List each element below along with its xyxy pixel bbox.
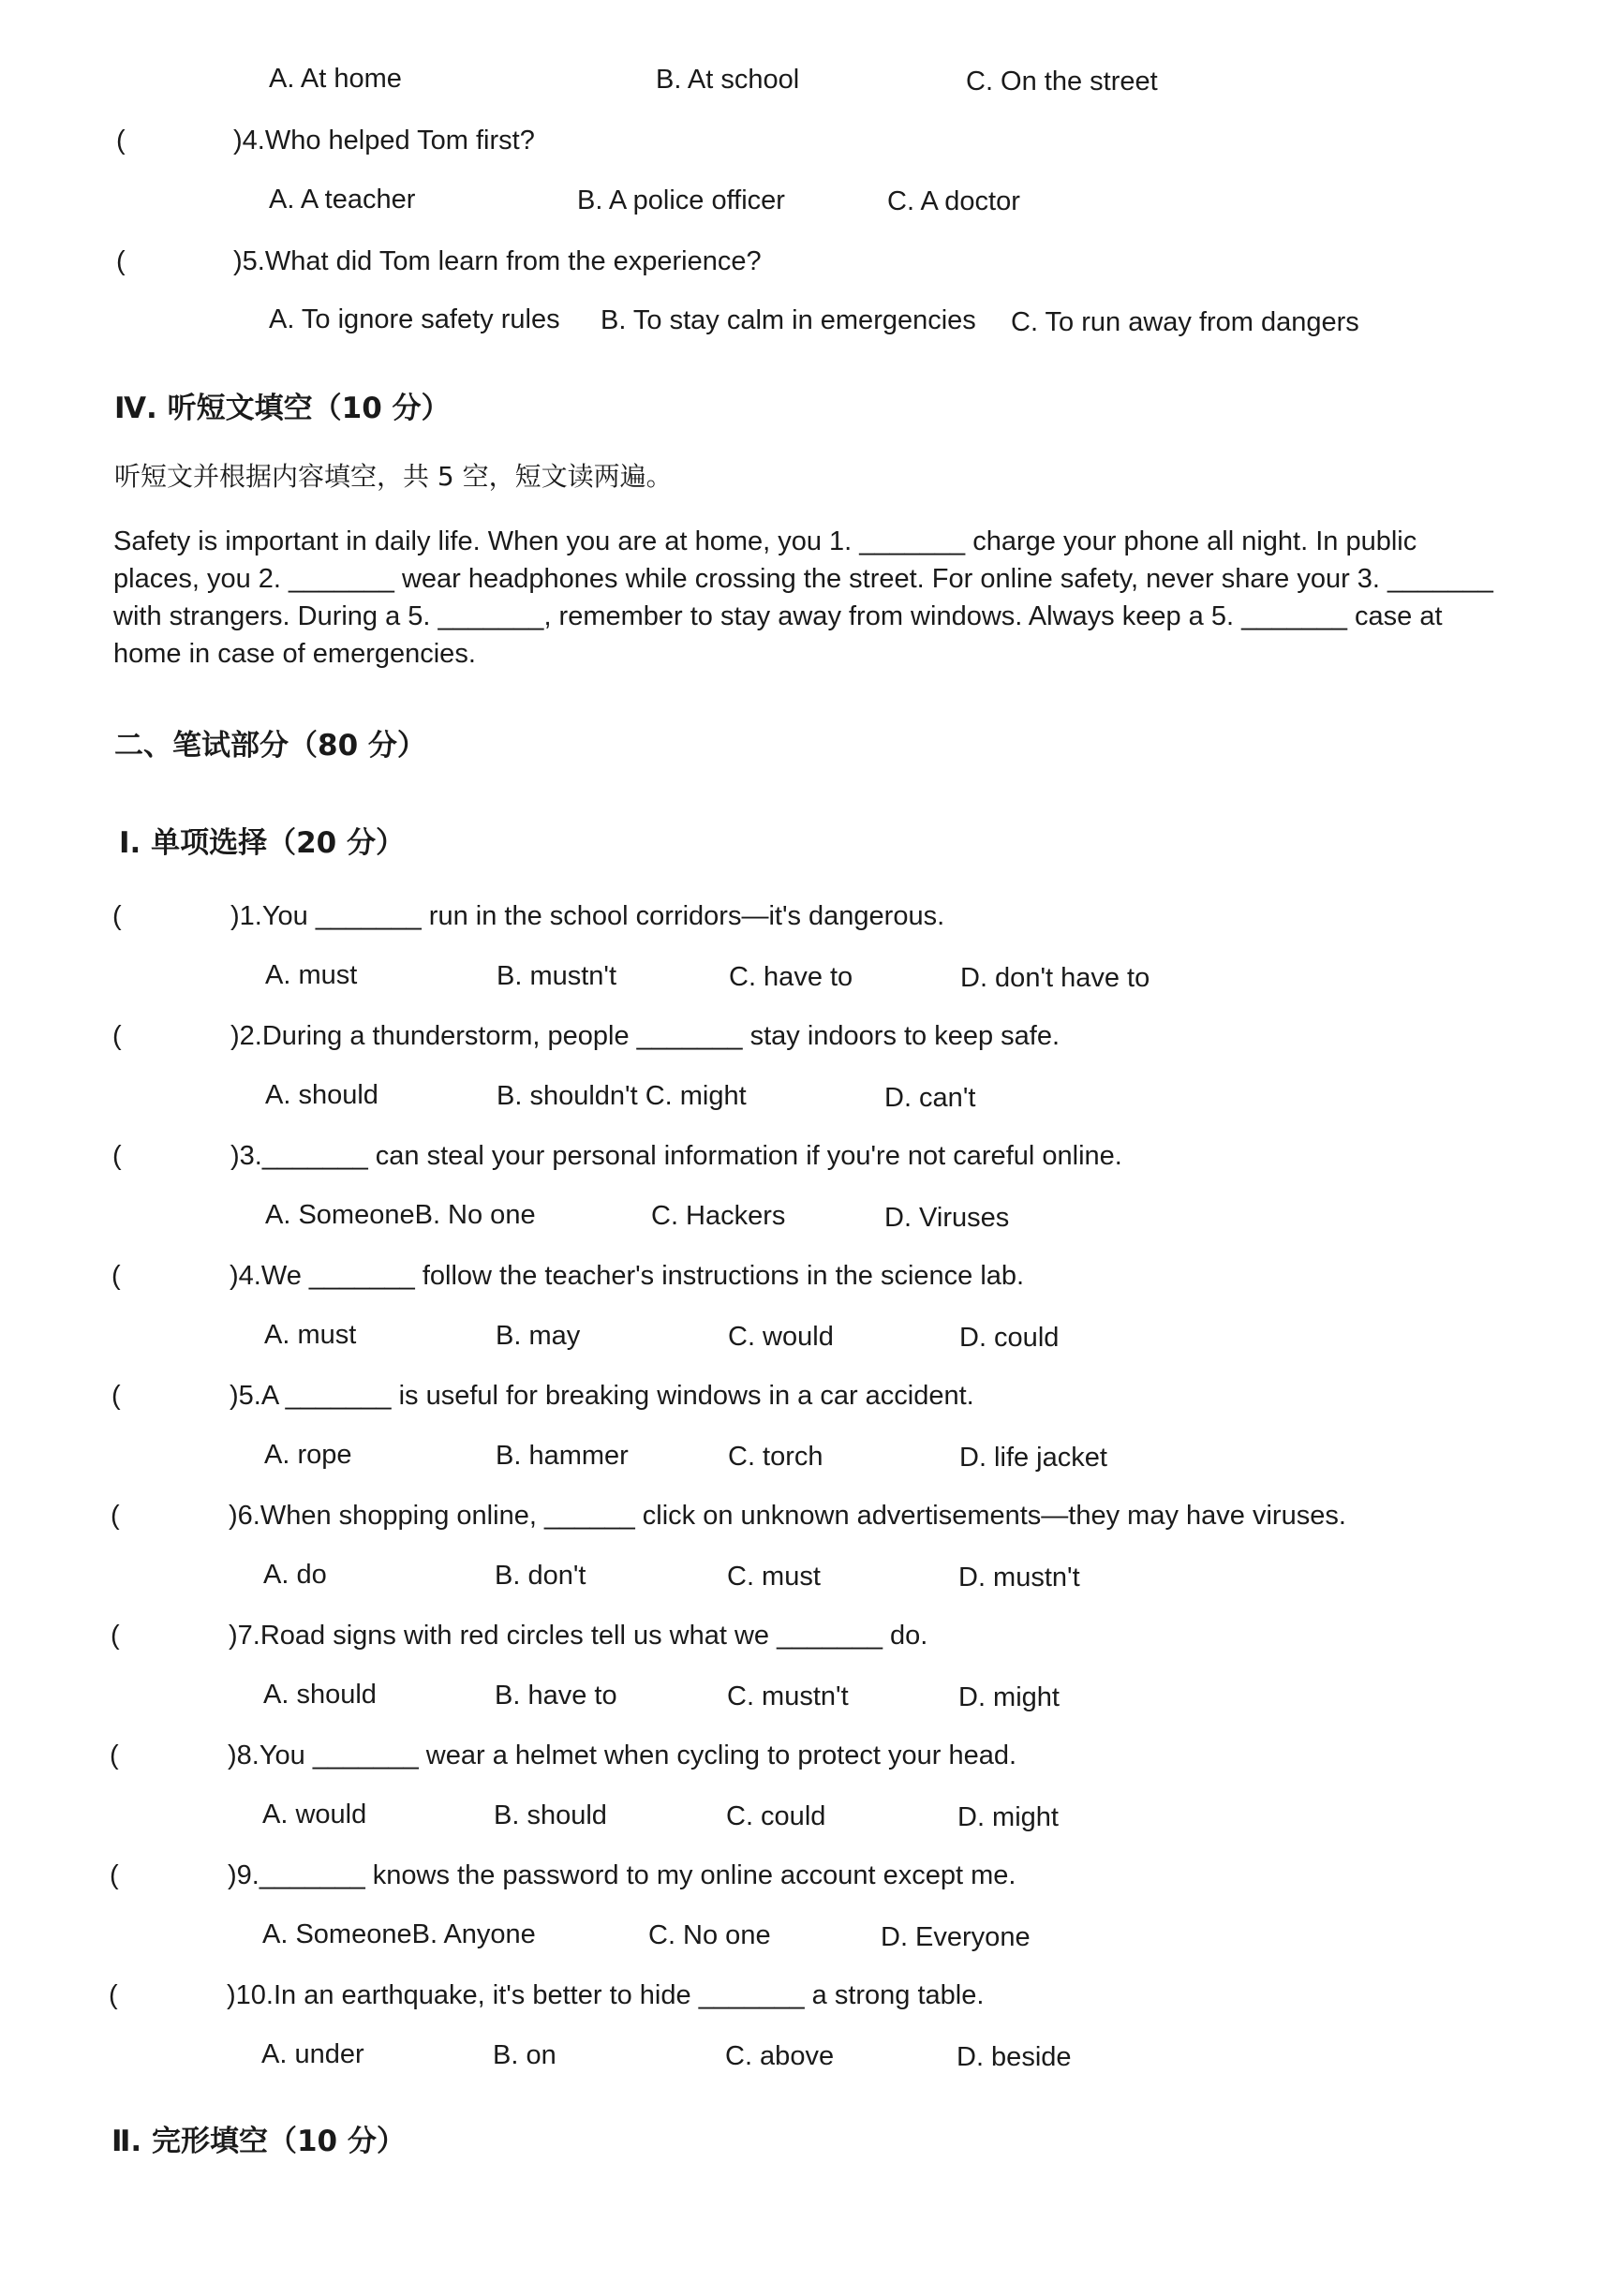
- section-heading: Ⅳ. 听短文填空（10 分）: [114, 392, 451, 425]
- option: C. To run away from dangers: [1011, 307, 1359, 337]
- question-text: )4.Who helped Tom first?: [233, 126, 535, 156]
- option: A. To ignore safety rules: [269, 304, 560, 334]
- answer-paren: (: [116, 126, 126, 156]
- answer-paren: (: [111, 1381, 121, 1411]
- answer-paren: (: [110, 1741, 119, 1770]
- option: B. don't: [495, 1561, 586, 1591]
- option: D. mustn't: [958, 1563, 1080, 1592]
- option: A. A teacher: [269, 185, 416, 215]
- option: A. At home: [269, 64, 402, 94]
- answer-paren: (: [112, 901, 122, 931]
- section-instruction: 听短文并根据内容填空，共 5 空，短文读两遍。: [114, 461, 673, 492]
- option: D. can't: [884, 1083, 976, 1113]
- answer-paren: (: [112, 1021, 122, 1051]
- option: A. rope: [264, 1440, 352, 1470]
- question-text: )7.Road signs with red circles tell us what we _______ do.: [229, 1621, 928, 1651]
- option: D. Viruses: [884, 1203, 1010, 1233]
- option: D. don't have to: [960, 963, 1150, 993]
- question-text: )1.You _______ run in the school corridors—it's dangerous.: [230, 901, 945, 931]
- passage: [113, 523, 1500, 673]
- question-text: )10.In an earthquake, it's better to hide _______ a strong table.: [227, 1980, 985, 2010]
- option: C. Hackers: [651, 1201, 786, 1231]
- option: D. Everyone: [881, 1922, 1031, 1952]
- option: D. beside: [957, 2042, 1072, 2072]
- option: A. SomeoneB. No one: [265, 1200, 536, 1230]
- question-text: )8.You _______ wear a helmet when cycling to protect your head.: [228, 1741, 1017, 1770]
- option: B. At school: [656, 65, 800, 95]
- option: C. No one: [648, 1920, 771, 1950]
- option: D. might: [957, 1802, 1059, 1832]
- answer-paren: (: [109, 1980, 118, 2010]
- part-heading: 二、笔试部分（80 分）: [114, 729, 426, 763]
- question-text: )5.A _______ is useful for breaking windows in a car accident.: [230, 1381, 974, 1411]
- question-text: )6.When shopping online, ______ click on unknown advertisements—they may have viruses.: [229, 1501, 1346, 1531]
- option: B. shouldn't C. might: [497, 1081, 747, 1111]
- option: A. must: [264, 1320, 357, 1350]
- option: B. on: [493, 2040, 556, 2070]
- option: C. must: [727, 1562, 821, 1592]
- option: A. would: [262, 1800, 367, 1829]
- option: C. have to: [729, 962, 853, 992]
- option: C. could: [726, 1801, 826, 1831]
- option: A. should: [265, 1080, 378, 1110]
- option: B. mustn't: [497, 961, 617, 991]
- answer-paren: (: [111, 1261, 121, 1291]
- option: B. may: [496, 1321, 581, 1351]
- option: B. To stay calm in emergencies: [601, 305, 976, 335]
- question-text: )5.What did Tom learn from the experience?: [233, 246, 762, 276]
- option: A. must: [265, 960, 358, 990]
- option: C. On the street: [966, 67, 1158, 96]
- section-heading: Ⅱ. 完形填空（10 分）: [111, 2125, 406, 2158]
- question-text: )2.During a thunderstorm, people _______ stay indoors to keep safe.: [230, 1021, 1061, 1051]
- option: C. A doctor: [887, 186, 1020, 216]
- option: D. might: [958, 1682, 1060, 1712]
- question-text: )3._______ can steal your personal information if you're not careful online.: [230, 1141, 1122, 1171]
- section-heading: Ⅰ. 单项选择（20 分）: [119, 826, 406, 860]
- option: A. SomeoneB. Anyone: [262, 1919, 536, 1949]
- option: B. have to: [495, 1681, 617, 1711]
- question-text: )9._______ knows the password to my online account except me.: [228, 1860, 1016, 1890]
- option: C. above: [725, 2041, 835, 2071]
- option: A. under: [261, 2039, 364, 2069]
- answer-paren: (: [116, 246, 126, 276]
- option: D. could: [959, 1323, 1060, 1353]
- answer-paren: (: [112, 1141, 122, 1171]
- option: D. life jacket: [959, 1443, 1107, 1473]
- answer-paren: (: [111, 1621, 120, 1651]
- option: A. should: [263, 1680, 377, 1710]
- option: C. would: [728, 1322, 834, 1352]
- option: C. torch: [728, 1442, 823, 1472]
- option: A. do: [263, 1560, 327, 1590]
- answer-paren: (: [110, 1860, 119, 1890]
- option: B. A police officer: [577, 185, 785, 215]
- answer-paren: (: [111, 1501, 120, 1531]
- question-text: )4.We _______ follow the teacher's instructions in the science lab.: [230, 1261, 1025, 1291]
- passage-text: Safety is important in daily life. When you are at home, you 1. _______ charge your phone all night. In public places, you 2. _______ wear headphones while crossing the street. For online safety, never share your 3. _______ with strangers. During a 5. _______, remember to stay away from windows. Always keep a 5. _______ case at home in case of emergencies.: [113, 526, 1493, 669]
- option: B. hammer: [496, 1441, 629, 1471]
- option: B. should: [494, 1800, 607, 1830]
- option: C. mustn't: [727, 1681, 849, 1711]
